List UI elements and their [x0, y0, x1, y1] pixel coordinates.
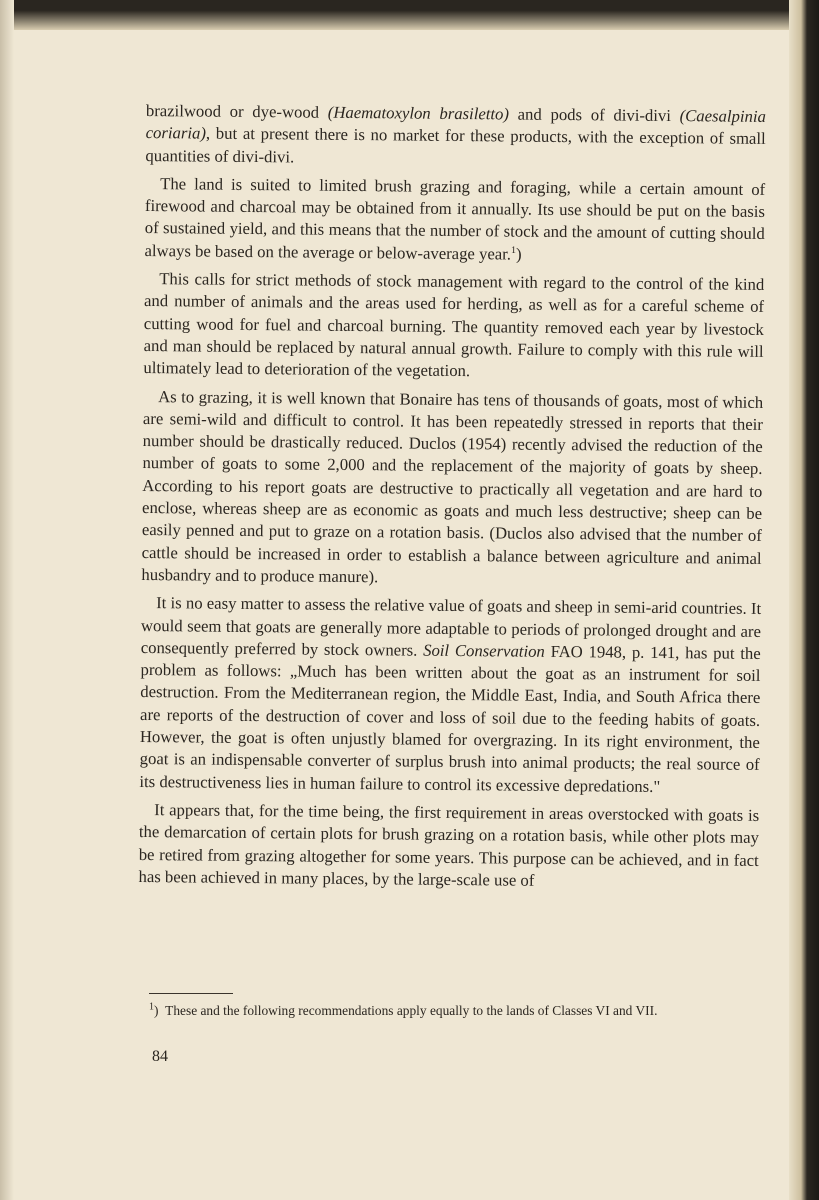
footnote-mark: 1 [149, 1001, 154, 1013]
body-text [138, 100, 766, 900]
footnote-divider [149, 993, 233, 994]
citation-title: Soil Conservation [423, 640, 545, 661]
paragraph-3: This calls for strict methods of stock management with regard to the control of the kind and number of animals and the areas used for herding, as well as for a careful scheme of cutting wood for fuel and charcoal burning. The quantity removed each year by livestock and man should be replaced by natural annual growth. Failure to comply with this rule will ultimately lead to deterioration of the vegetation. [143, 269, 765, 381]
page-number: 84 [152, 1048, 168, 1065]
paragraph-5 [139, 592, 761, 799]
paragraph-5-text-a: It is no easy matter to assess the relative value of goats and sheep in semi-arid countries. It would seem that goats are generally more adaptable to periods of prolonged drought and are consequently preferred by stock owners. [140, 593, 762, 660]
footnote-reference-paren: ) [515, 244, 522, 264]
page-gutter-shadow [0, 0, 14, 1200]
species-name-caesalpinia: (Caesalpinia coriaria) [145, 106, 766, 143]
page-top-edge [0, 0, 819, 30]
paragraph-1-text-b: and pods of divi-divi [508, 104, 680, 126]
paragraph-2-text: The land is suited to limited brush grazing and foraging, while a certain amount of firewood and charcoal may be obtained from it annually. Its use should be put on the basis of sustained yield, and this means that the number of stock and the amount of cutting should always be based on the average or below-average year. [144, 174, 766, 264]
paragraph-1-text-a: brazilwood or dye-wood [145, 100, 328, 122]
paragraph-5-text-b: FAO 1948, p. 141, has put the problem as follows: „Much has been written about the goat as an instrument for soil destruction. From the Mediterranean region, the Middle East, India, and South Africa there are reports of the destruction of cover and loss of soil due to the feeding habits of goats. However, the goat is often unjustly blamed for overgrazing. In its right environment, the goat is an indispensable converter of surplus brush into animal products; the real source of its destructiveness lies in human failure to control its excessive depredations." [139, 641, 761, 796]
page-right-edge [789, 0, 819, 1200]
footnote [149, 1002, 761, 1020]
footnote-text: These and the following recommendations apply equally to the lands of Classes VI and VII. [165, 1003, 658, 1018]
paragraph-4: As to grazing, it is well known that Bonaire has tens of thousands of goats, most of which are semi-wild and difficult to control. It has been repeatedly stressed in reports that their number should be drastically reduced. Duclos (1954) recently advised the reduction of the number of goats to some 2,000 and the replacement of the majority of goats by sheep. According to his report goats are destructive to practically all vegetation and are hard to enclose, whereas sheep are as economic as goats and much less destructive; sheep can be easily penned and put to graze on a rotation basis. (Duclos also advised that the number of cattle should be increased in order to establish a balance between agriculture and animal husbandry and to produce manure). [141, 386, 764, 587]
paragraph-2 [144, 173, 765, 268]
paragraph-1 [145, 100, 766, 173]
paragraph-6: It appears that, for the time being, the first requirement in areas overstocked with goats is the demarcation of certain plots for brush grazing on a rotation basis, while other plots may be retired from grazing altogether for some years. This purpose can be achieved, and in fact has been achieved in many places, by the large-scale use of [138, 800, 760, 890]
species-name-haematoxylon: (Haematoxylon brasiletto) [327, 102, 510, 124]
footnote-mark-paren: ) [154, 1003, 159, 1018]
footnote-reference: 1 [511, 244, 517, 256]
paragraph-1-text-c: , but at present there is no market for these products, with the exception of small quantities of divi-divi. [145, 123, 766, 167]
